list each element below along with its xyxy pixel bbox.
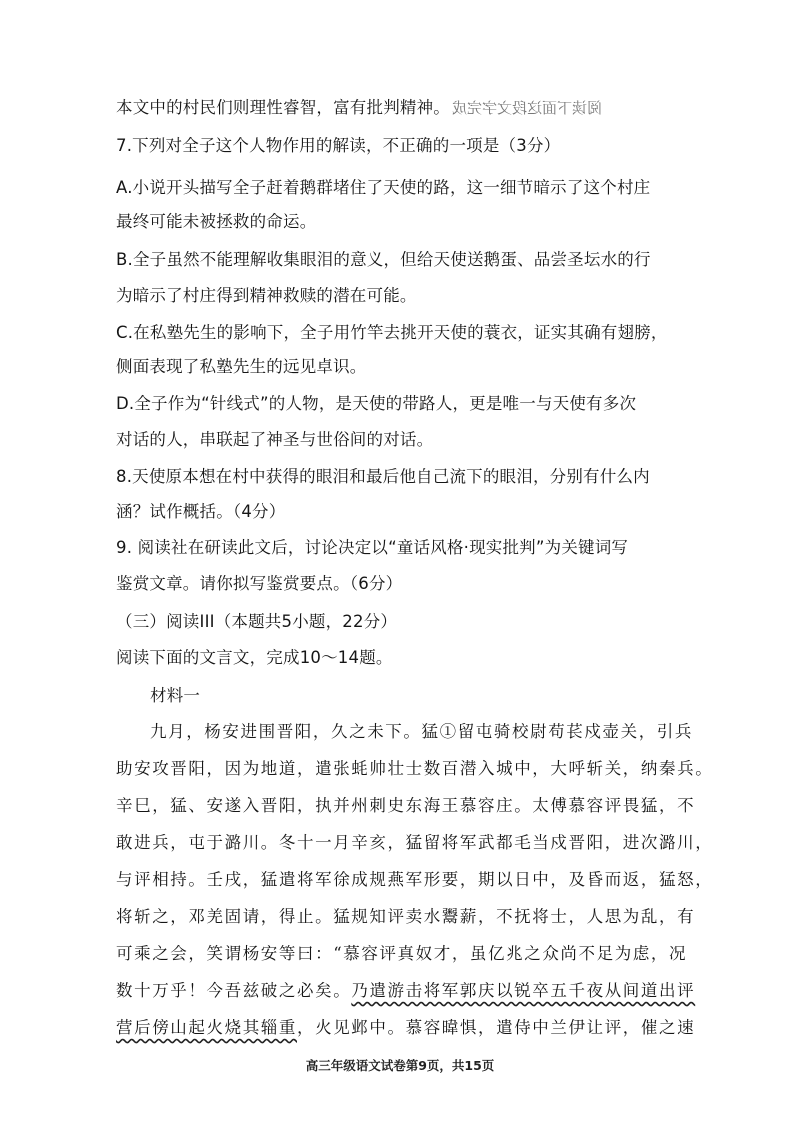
page-footer: 高三年级语文试卷第9页，共15页: [305, 1058, 495, 1073]
classical-line: 可乘之会，笑谓杨安等曰：“慕容评真奴才，虽亿兆之众尚不足为虑，况: [116, 944, 688, 963]
bleed-through-text: 阅读下面这段文字完成: [452, 99, 603, 117]
option-b-line2: 为暗示了村庄得到精神救赎的潜在可能。: [116, 286, 417, 305]
classical-line: [116, 1016, 695, 1040]
wavy-underlined-sentence: 乃遣游击将军郭庆以锐卒五千夜从间道出评: [351, 981, 696, 1000]
question-9-line2: 鉴赏文章。请你拟写鉴赏要点。（6分）: [116, 574, 403, 593]
classical-line: 与评相持。壬戌，猛遣将军徐成规燕军形要，期以日中，及昏而返，猛怒，: [116, 870, 714, 889]
question-7: 7.下列对全子这个人物作用的解读，不正确的一项是（3分）: [116, 136, 561, 155]
option-d-line2: 对话的人，串联起了神圣与世俗间的对话。: [116, 430, 434, 449]
instruction: 阅读下面的文言文，完成10～14题。: [116, 648, 393, 667]
option-a-line2: 最终可能未被拯救的命运。: [116, 212, 317, 231]
option-c-line1: C.在私塾先生的影响下，全子用竹竿去挑开天使的蓑衣，证实其确有翅膀，: [116, 323, 668, 342]
classical-line: 九月，杨安进围晋阳，久之未下。猛①留屯骑校尉苟苌戍壶关，引兵: [150, 722, 693, 741]
option-c-line2: 侧面表现了私塾先生的远见卓识。: [116, 357, 367, 376]
option-d-line1: D.全子作为“针线式”的人物，是天使的带路人，更是唯一与天使有多次: [116, 394, 637, 413]
classical-line: 敢进兵，屯于潞川。冬十一月辛亥，猛留将军武都毛当戍晋阳，进次潞川，: [116, 833, 714, 852]
classical-line: 将斩之，邓羌固请，得止。猛规知评卖水鬻薪，不抚将士，人思为乱，有: [116, 907, 696, 926]
text-line: 本文中的村民们则理性睿智，富有批判精神。: [116, 98, 450, 117]
question-8-line2: 涵？试作概括。（4分）: [116, 502, 286, 521]
classical-segment: ，火见邺中。慕容暐惧，遣侍中兰伊让评，催之速: [297, 1018, 696, 1037]
question-8-line1: 8.天使原本想在村中获得的眼泪和最后他自己流下的眼泪，分别有什么内: [116, 467, 650, 486]
classical-line: 辛巳，猛、安遂入晋阳，执并州刺史东海王慕容庄。太傅慕容评畏猛，不: [116, 796, 696, 815]
material-label: 材料一: [150, 686, 201, 705]
option-b-line1: B.全子虽然不能理解收集眼泪的意义，但给天使送鹅蛋、品尝圣坛水的行: [116, 250, 651, 269]
classical-line: [116, 979, 695, 1003]
option-a-line1: A.小说开头描写全子赶着鹅群堵住了天使的路，这一细节暗示了这个村庄: [116, 178, 651, 197]
question-9-line1: 9. 阅读社在研读此文后，讨论决定以“童话风格·现实批判”为关键词写: [116, 538, 629, 557]
classical-line: 助安攻晋阳，因为地道，遣张蚝帅壮士数百潜入城中，大呼斩关，纳秦兵。: [116, 759, 714, 778]
wavy-underlined-sentence: 营后傍山起火烧其辎重: [116, 1018, 297, 1037]
classical-segment: 数十万乎！今吾兹破之必矣。: [116, 981, 352, 1000]
section-heading: （三）阅读III（本题共5小题，22分）: [116, 612, 398, 631]
